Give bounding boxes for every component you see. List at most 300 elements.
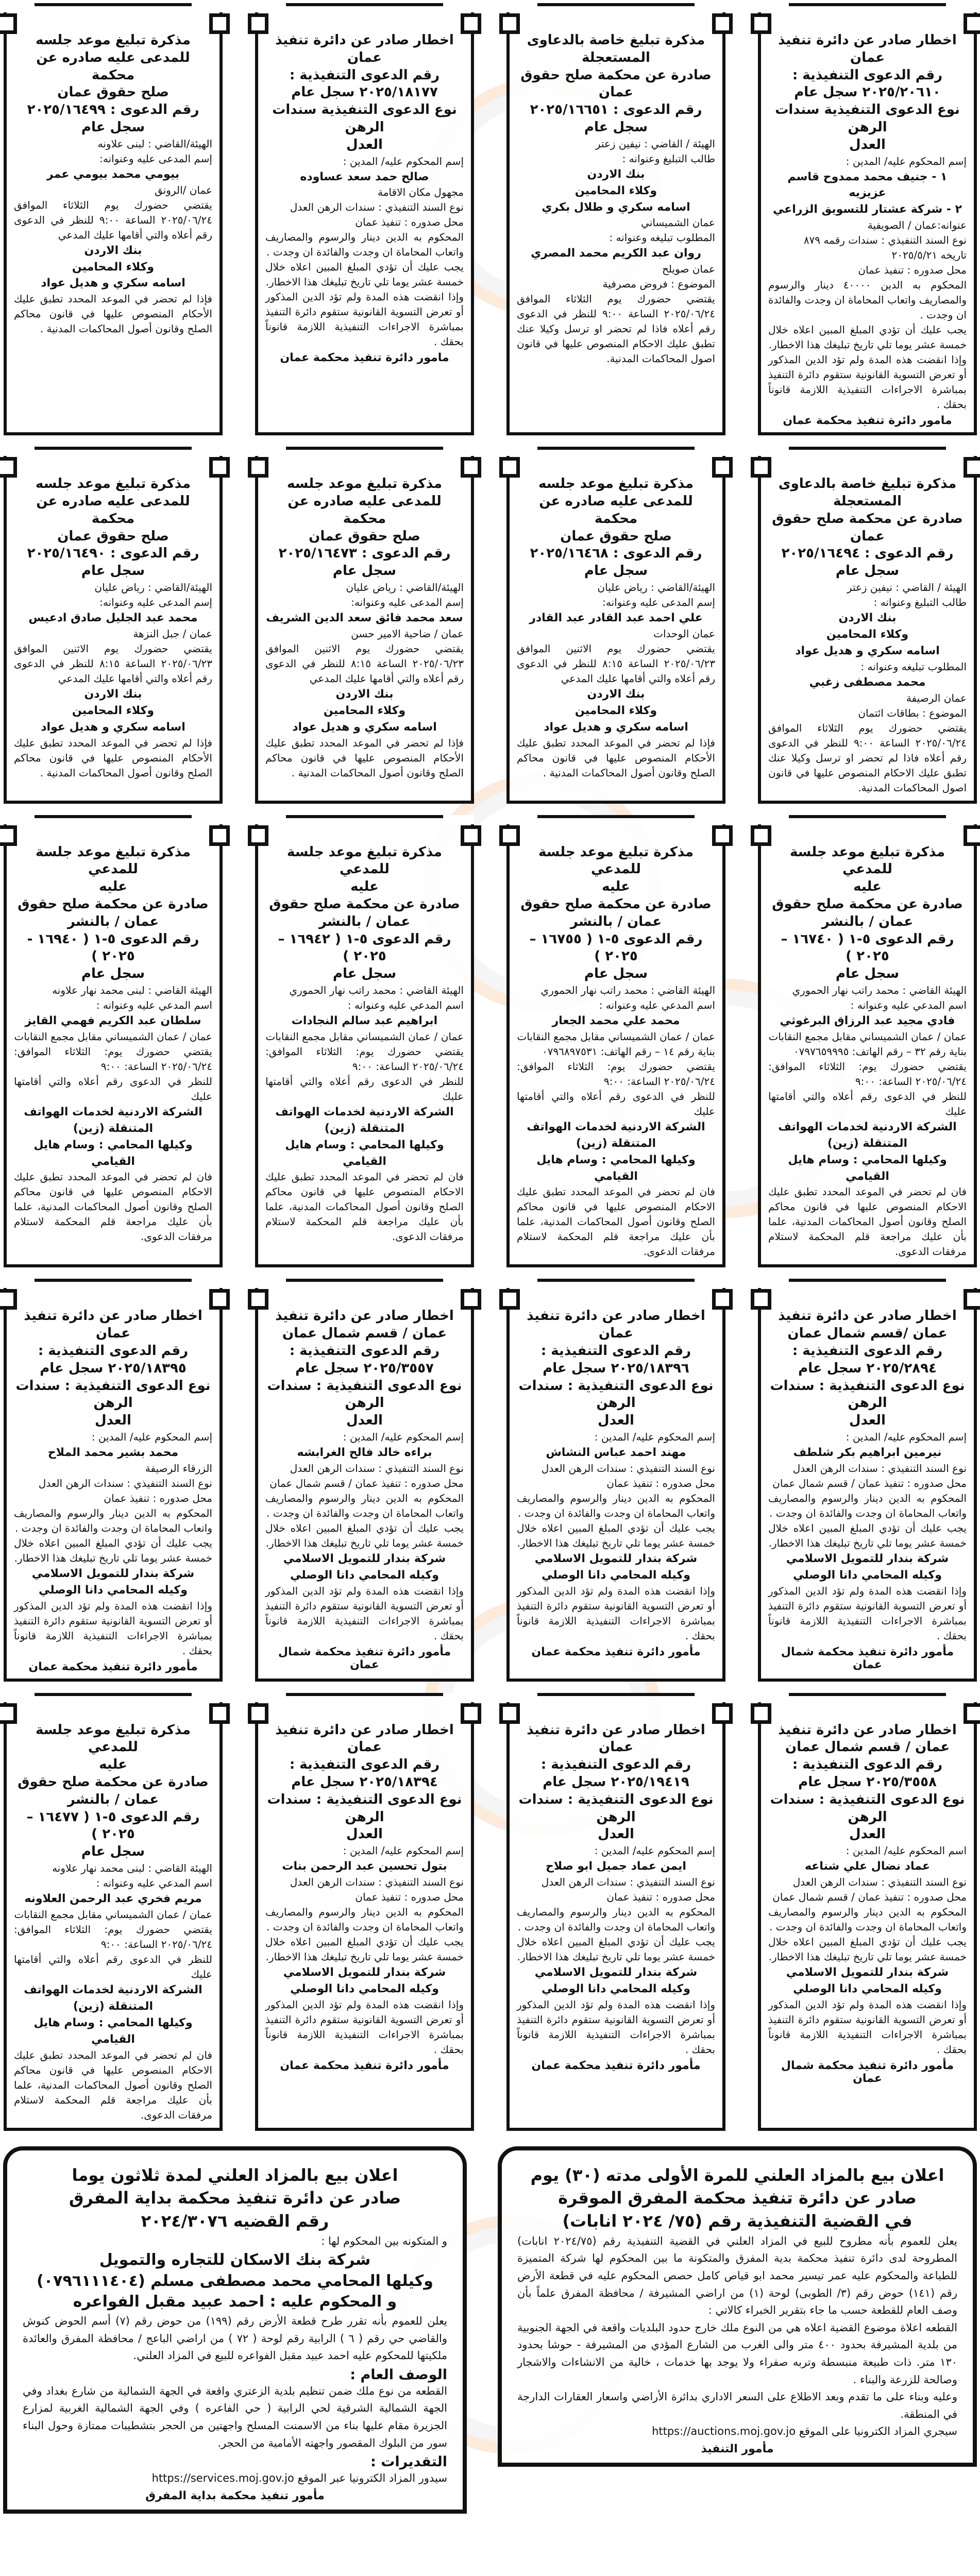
notice-line: للنظر في الدعوى رقم أعلاه والتي أقامتها عليك: [14, 1075, 212, 1103]
notice-title: مذكرة تبليغ موعد جلسه: [35, 32, 191, 48]
frame-ornament-icon: [248, 825, 268, 846]
notice-title: سجل عام: [81, 119, 145, 135]
notice-line: وكلاء المحامين: [575, 184, 657, 197]
notice-title: صلح حقوق عمان: [560, 528, 672, 544]
notice-title: سجل عام: [584, 119, 648, 135]
notice-line: اسامه سكري و طلال بكري: [542, 200, 690, 214]
ad-title: اعلان بيع بالمزاد العلني للمرة الأولى مدته (٣٠) يوم: [530, 2165, 944, 2185]
notice-title: صادرة عن محكمة صلح حقوق عمان / بالنشر: [18, 1774, 209, 1807]
notice-title: عمان / قسم شمال عمان: [785, 1739, 950, 1755]
notice-line: عمان / عمان الشميساني مقابل مجمع النقابات: [768, 1030, 967, 1043]
court-notice: [506, 1693, 725, 2131]
notice-title: سجل عام: [835, 966, 900, 982]
notice-line: روان عبد الكريم محمد المصري: [531, 247, 701, 260]
court-notice: [506, 1279, 725, 1681]
notice-title: ٢٠٢٥/٢٨٩٤ سجل عام: [798, 1360, 937, 1376]
frame-ornament-icon: [712, 825, 733, 846]
notice-line: مريم فخري عبد الرحمن العلاونه: [24, 1892, 202, 1906]
frame-ornament-icon: [461, 13, 481, 34]
notice-title: مذكرة تبليغ موعد جلسة للمدعي: [35, 1722, 191, 1755]
ad-paragraph: يعلن للعموم بأنه مطروح للبيع في المزاد العلني في القضية التنفيذية رقم (٢٠٢٤/٧٥ انابات) المطروحة لدى دائرة تنفيذ محكمة بدية المفرق والمتكونة ما بين المحكوم لها شركة المتميزة للطباعة والمحكوم عليه عمر تيسير محمد ابو قياص كامل حصص المحكوم عليه في قطعة الأرض رقم (١٤١) حوض رقم (٣/ الطوبى) لوحة (١) من اراضي المشيرفة / محافظة المفرق علماً بأن وصف العام للقطعة حسب ما جاء بتقرير الخبراء كالاتي :: [517, 2234, 957, 2317]
ad-paragraph: سيجري المزاد الكترونيا على الموقع https://auctions.moj.gov.jo: [652, 2425, 957, 2438]
notice-title: نوع الدعوى التنفيذية : سندات الرهن: [770, 1378, 965, 1411]
court-notice: [4, 1279, 223, 1681]
notice-line: وإذا انقضت هذه المدة ولم تؤد الدين المذكور أو تعرض التسوية القانونية ستقوم دائرة التنفيذ بمباشرة الاجراءات التنفيذية اللازمة قانوناً بحقك .: [768, 1584, 967, 1642]
notice-line: سلطان عبد الكريم فهمي القايز: [25, 1014, 201, 1027]
notice-line: اسامه سكري و هديل عواد: [41, 720, 185, 734]
notice-title: عمان: [598, 1326, 634, 1342]
notice-title: سجل عام: [81, 1844, 145, 1860]
notice-line: يقتضي حضورك يوم الاثنين الموافق ٢٠٢٥/٠٦/٢٣ الساعة ٨:١٥ للنظر في الدعوى رقم أعلاه والتي أقامها عليك المدعي: [517, 642, 715, 685]
frame-notch: [255, 1279, 286, 1288]
notice-signature: مأمور دائرة تنفيذ محكمة شمال عمان: [278, 1645, 451, 1671]
notice-line: يجب عليك أن تؤدي المبلغ المبين اعلاه خلال خمسة عشر يوما تلي تاريخ تبليغك هذا الاخطار.: [265, 1521, 464, 1549]
frame-notch: [192, 1693, 223, 1702]
frame-notch: [255, 1693, 286, 1702]
notice-line: محل صدوره : تنفيذ عمان: [355, 216, 464, 229]
notice-line: الهيئة / القاضي : نيفين زعتر: [847, 581, 967, 594]
notice-line: وكيلها المحامي : وسام هايل القيامي: [285, 1138, 444, 1168]
notice-signature: مأمور دائرة تنفيذ محكمة شمال عمان: [781, 1645, 954, 1671]
frame-notch: [695, 1279, 725, 1288]
frame-ornament-icon: [0, 13, 17, 34]
notice-line: عمان الوحدات: [653, 627, 715, 640]
court-notice: [506, 815, 725, 1268]
ad-creditor: شركة بنك الاسكان للتجاره والتمويل: [99, 2251, 371, 2269]
notice-line: وكيلها المحامي : وسام هايل القيامي: [33, 2016, 193, 2046]
notice-line: اسامه سكري و هديل عواد: [795, 644, 940, 657]
notice-line: وكيله المحامي دانا الوصلي: [793, 1568, 942, 1582]
notice-line: المحكوم به الدين دينار والرسوم والمصاريف واتعاب المحاماة ان وجدت والفائدة ان وجدت .: [265, 1492, 464, 1519]
notice-line: وكيله المحامي دانا الوصلي: [39, 1583, 188, 1597]
notice-signature: مأمور دائرة تنفيذ محكمة شمال عمان: [781, 2059, 954, 2085]
notice-title: رقم الدعوى ٥-١ ( ١٦٤٧٧ – ٢٠٢٥ ): [26, 1809, 200, 1842]
notice-title: رقم الدعوى : ٢٠٢٥/١٦٤٦٨: [530, 546, 702, 562]
court-notice: [4, 1693, 223, 2131]
notice-line: الشركة الاردنية لخدمات الهواتف المتنقلة (زين): [24, 1983, 202, 2013]
frame-notch: [443, 447, 474, 456]
frame-ornament-icon: [461, 1289, 481, 1310]
court-notice: [255, 1693, 474, 2131]
notice-line: بناية رقم ٣٢ – رقم الهاتف: ٠٧٩٧٦٥٩٩٩٥: [793, 1045, 967, 1058]
notice-line: عنوانه:عمان / الصويفية: [867, 219, 967, 232]
notice-title: للمدعى عليه صادره عن محكمة: [539, 494, 693, 527]
notice-line: عمان / عمان الشميساني مقابل مجمع النقابات: [517, 1030, 715, 1043]
notice-title: رقم الدعوى : ٢٠٢٥/١٦٤٩٤: [781, 546, 954, 562]
notice-line: المحكوم به الدين دينار والرسوم والمصاريف واتعاب المحاماة ان وجدت والفائدة ان وجدت .: [265, 1906, 464, 1934]
frame-ornament-icon: [461, 457, 481, 478]
notice-title: مذكرة تبليغ موعد جلسه: [286, 476, 443, 492]
frame-ornament-icon: [751, 1703, 771, 1724]
notice-title: ٢٠٢٥/٢٠٦١٠ سجل عام: [794, 84, 941, 100]
notice-title: عمان / قسم شمال عمان: [282, 1326, 447, 1342]
frame-ornament-icon: [964, 457, 980, 478]
ad-title: صادر عن دائرة تنفيذ محكمة المفرق الموقرة: [558, 2188, 917, 2208]
notice-line: الهيئة القاضي : محمد راتب نهار الحموري: [540, 984, 715, 996]
notice-signature: مأمور دائرة تنفيذ محكمة عمان: [531, 1645, 701, 1658]
notice-line: شركة بندار للتمويل الاسلامي: [786, 1966, 949, 1979]
frame-notch: [758, 3, 789, 12]
notice-line: المحكوم به الدين دينار والرسوم والمصاريف واتعاب المحاماة ان وجدت والفائدة ان وجدت .: [517, 1492, 715, 1519]
notice-title: ٢٠٢٥/٣٥٥٧ سجل عام: [295, 1360, 434, 1376]
frame-ornament-icon: [209, 1703, 230, 1724]
notice-title: صادرة عن محكمة صلح حقوق عمان / بالنشر: [269, 896, 460, 929]
notice-line: وإذا انقضت هذه المدة ولم تؤد الدين المذكور أو تعرض التسوية القانونية ستقوم دائرة التنفيذ بمباشرة الاجراءات التنفيذية اللازمة قانوناً بحقك .: [265, 291, 464, 348]
notice-title: رقم الدعوى التنفيذية :: [792, 1343, 943, 1359]
notice-line: وإذا انقضت هذه المدة ولم تؤد الدين المذكور أو تعرض التسوية القانونية ستقوم دائرة التنفيذ بمباشرة الاجراءات التنفيذية اللازمة قانوناً بحقك .: [517, 1998, 715, 2056]
frame-ornament-icon: [209, 457, 230, 478]
frame-ornament-icon: [461, 1703, 481, 1724]
notice-line: فادي مجيد عبد الرزاق البرغوثي: [780, 1014, 955, 1027]
notice-line: وكيله المحامي دانا الوصلي: [290, 1982, 439, 1996]
notice-title: سجل عام: [332, 563, 397, 579]
notice-line: وإذا انقضت هذه المدة ولم تؤد الدين المذكور أو تعرض التسوية القانونية ستقوم دائرة التنفيذ بمباشرة الاجراءات التنفيذية اللازمة قانوناً بحقك .: [768, 1998, 967, 2056]
notice-line: نوع السند التنفيذي : سندات الرهن العدل: [290, 1876, 464, 1889]
ad-paragraph: القطعه اعلاة موضوع القضية اعلاه هي من النوع ملك خارج حدود البلديات واقعة في الجهة الجنوبية من بلدية المشيرفة بحدود ٤٠٠ متر والى الغرب من الشارع المؤدي من المشيرفة - حوشا بحدود ١٣٠ متر. ذات طبيعة منبسطة وتربه صفراء ولا يوجد بها خدمات ، خالية من الانشاءات والاشجار وصالحة للزرعة والبناء .: [517, 2321, 957, 2386]
notice-line: للنظر في الدعوى رقم أعلاه والتي أقامتها عليك: [768, 1090, 967, 1117]
frame-ornament-icon: [964, 1703, 980, 1724]
notice-title: سجل عام: [584, 563, 648, 579]
notice-title: العدل: [346, 1826, 383, 1842]
notice-line: اسم المدعي عليه وعنوانه :: [96, 998, 212, 1011]
notice-line: إسم المحكوم عليه/ المدين :: [343, 1431, 464, 1443]
notice-title: نوع الدعوى التنفيذية : سندات الرهن: [267, 1791, 462, 1825]
notice-line: الموضوع : فروض مصرفية: [602, 278, 715, 291]
frame-ornament-icon: [751, 13, 771, 34]
notice-line: بناية رقم ١٤ – رقم الهاتف: ٠٧٩٦٨٩٧٥٣١: [542, 1045, 715, 1058]
notice-title: عليه: [602, 879, 630, 895]
notice-line: الهيئة القاضي : لبنى محمد نهار علاونه: [52, 1862, 212, 1875]
notice-title: مذكرة تبليغ موعد جلسة للمدعي: [789, 844, 945, 877]
notice-title: مذكرة تبليغ موعد جلسة للمدعي: [35, 844, 191, 877]
notice-title: رقم الدعوى التنفيذية :: [540, 1343, 691, 1359]
notice-line: نوع السند التنفيذي : سندات الرهن العدل: [792, 1462, 967, 1475]
notice-line: إسم المحكوم عليه/ المدين :: [846, 1431, 967, 1443]
notice-title: نوع الدعوى التنفيذية سندات الرهن: [272, 102, 457, 135]
frame-ornament-icon: [0, 1703, 17, 1724]
frame-ornament-icon: [712, 457, 733, 478]
notice-line: عمان / عمان الشميساني مقابل مجمع النقابات: [14, 1030, 212, 1043]
notice-line: وكيله المحامي دانا الوصلي: [290, 1568, 439, 1582]
notice-title: صادرة عن محكمة صلح حقوق عمان / بالنشر: [18, 896, 209, 929]
notice-line: إسم المحكوم عليه/ المدين :: [594, 1431, 715, 1443]
notice-line: الشركة الاردنية لخدمات الهواتف المتنقلة (زين): [778, 1120, 957, 1150]
notice-line: يقتضي حضورك يوم الثلاثاء الموافق ٢٠٢٥/٠٦/٢٤ الساعة ٩:٠٠ للنظر في الدعوى رقم أعلاه فاذا لم تحضر او ترسل وكيلا عنك تطبق عليك الاحكام المنصوص عليها في قانون اصول المحاكمات المدنية.: [517, 293, 715, 365]
notice-line: محل صدوره : تنفيذ عمان: [606, 1891, 715, 1904]
notice-line: يقتضي حضورك يوم: الثلاثاء الموافق: ٢٠٢٥/٠٦/٢٤ الساعة: ٩:٠٠: [265, 1045, 464, 1073]
notice-line: محمد عبد الجليل صادق ادعيس: [28, 612, 198, 625]
frame-notch: [443, 1693, 474, 1702]
frame-notch: [506, 447, 537, 456]
court-notice: [758, 3, 977, 435]
frame-ornament-icon: [0, 457, 17, 478]
frame-ornament-icon: [712, 13, 733, 34]
notice-line: محل صدوره : تنفيذ عمان: [104, 1492, 212, 1504]
notice-line: وكيله المحامي دانا الوصلي: [542, 1568, 690, 1582]
notice-line: المحكوم به الدين ٤٠٠٠٠ دينار والرسوم والمصاريف واتعاب المحاماة ان وجدت والفائدة ان وجدت .: [768, 279, 967, 321]
notice-line: يقتضي حضورك يوم: الثلاثاء الموافق: ٢٠٢٥/٠٦/٢٤ الساعة: ٩:٠٠: [768, 1060, 967, 1088]
notice-line: محل صدوره : تنفيذ عمان: [606, 1477, 715, 1489]
notice-line: اسم المدعي عليه وعنوانه :: [347, 998, 464, 1011]
notice-title: العدل: [598, 1413, 634, 1429]
notice-line: عمان / عمان الشميساني مقابل مجمع النقابات: [14, 1908, 212, 1921]
notice-title: رقم الدعوى ٥-١ ( ١٦٩٤٢ – ٢٠٢٥ ): [278, 931, 451, 964]
frame-notch: [695, 447, 725, 456]
frame-ornament-icon: [209, 1289, 230, 1310]
notice-line: بنك الاردن: [84, 244, 142, 257]
notice-line: الهيئة القاضي : محمد راتب نهار الحموري: [792, 984, 967, 996]
notice-line: شركة بندار للتمويل الاسلامي: [534, 1552, 698, 1565]
frame-notch: [506, 3, 537, 12]
notice-title: عمان /قسم شمال عمان: [787, 1326, 948, 1342]
frame-notch: [946, 815, 977, 824]
notice-signature: مأمور دائرة تنفيذ محكمة عمان: [28, 1660, 198, 1673]
notice-line: عمان الشميساني: [641, 216, 715, 229]
notice-line: اسم المحكوم عليه/ المدين :: [846, 1844, 967, 1857]
notice-line: اسامه سكري و هديل عواد: [544, 720, 688, 734]
notice-line: إسم المدعى عليه وعنوانه:: [351, 596, 464, 609]
notice-line: نوع السند التنفيذي : سندات رقمه ٨٧٩: [803, 234, 967, 247]
notice-line: عمان / ضاحية الامير حسن: [351, 627, 464, 640]
notice-title: اخطار صادر عن دائرة تنفيذ: [275, 1722, 454, 1738]
notice-line: يجب عليك أن تؤدي المبلغ المبين اعلاه خلال خمسة عشر يوما تلي تاريخ تبليغك هذا الاخطار.: [265, 261, 464, 289]
notice-line: وإذا انقضت هذه المدة ولم تؤد الدين المذكور أو تعرض التسوية القانونية ستقوم دائرة التنفيذ بمباشرة الاجراءات التنفيذية اللازمة قانوناً بحقك .: [265, 1998, 464, 2056]
notice-title: رقم الدعوى التنفيذية :: [289, 1343, 440, 1359]
frame-ornament-icon: [712, 1289, 733, 1310]
court-notice: [255, 1279, 474, 1681]
notice-line: الزرقاء الرصيفة: [145, 1462, 212, 1475]
notice-line: شركة بندار للتمويل الاسلامي: [283, 1552, 446, 1565]
court-notice: [506, 447, 725, 803]
notice-line: اسم المدعي عليه وعنوانه :: [850, 998, 967, 1011]
notice-line: إسم المحكوم عليه/ المدين :: [846, 155, 967, 167]
notice-line: محمد علي محمد الجعار: [552, 1014, 680, 1027]
notice-line: عمان الرصيفة: [906, 691, 967, 704]
notice-title: ٢٠٢٥/١٨١٧٧ سجل عام: [291, 84, 438, 100]
ad-title: في القضية التنفيذية رقم (٧٥/ ٢٠٢٤ انابات): [562, 2211, 913, 2231]
notice-line: فان لم تحضر في الموعد المحدد تطبق عليك الاحكام المنصوص عليها في قانون محاكم الصلح وقانون أصول المحاكمات المدنية، علما بأن عليك مراجعة قلم المحكمة لاستلام مرفقات الدعوى.: [14, 2048, 212, 2121]
notice-line: وكلاء المحامين: [826, 628, 909, 641]
notice-line: فان لم تحضر في الموعد المحدد تطبق عليك الاحكام المنصوص عليها في قانون محاكم الصلح وقانون أصول المحاكمات المدنية، علما بأن عليك مراجعة قلم المحكمة لاستلام مرفقات الدعوى.: [517, 1185, 715, 1258]
notice-signature: مأمور دائرة تنفيذ محكمة عمان: [280, 2059, 449, 2072]
notice-title: سجل عام: [584, 966, 648, 982]
notice-line: محل صدوره : تنفيذ عمان: [858, 264, 967, 277]
notice-title: سجل عام: [81, 966, 145, 982]
notice-line: طالب التبليغ وعنوانه :: [622, 152, 715, 165]
notice-line: شركة بندار للتمويل الاسلامي: [283, 1966, 446, 1979]
notice-line: بنك الاردن: [335, 687, 394, 701]
notice-title: اخطار صادر عن دائرة تنفيذ: [275, 32, 454, 48]
notice-line: وكيله المحامي دانا الوصلي: [542, 1982, 690, 1996]
notice-line: للنظر في الدعوى رقم أعلاه والتي أقامتها عليك: [265, 1075, 464, 1103]
auction-ad-mafraq-75-2024: [498, 2146, 977, 2467]
notice-title: اخطار صادر عن دائرة تنفيذ: [24, 1308, 202, 1324]
notice-title: رقم الدعوى التنفيذية :: [792, 67, 943, 83]
notice-title: صلح حقوق عمان: [57, 84, 169, 100]
notice-line: الهيئة/القاضي : رياض عليان: [346, 581, 464, 594]
notice-line: نوع السند التنفيذي : سندات الرهن العدل: [541, 1462, 715, 1475]
notice-title: ٢٠٢٥/١٩٤١٩ سجل عام: [543, 1774, 689, 1790]
ad-heading: الوصف العام :: [350, 2366, 447, 2383]
frame-ornament-icon: [964, 13, 980, 34]
notice-line: عمان / جبل النزهة: [133, 627, 212, 640]
notice-line: محل صدوره : تنفيذ عمان / قسم شمال عمان: [772, 1477, 967, 1489]
notice-line: الموضوع : بطاقات ائتمان: [858, 706, 967, 719]
notice-line: يجب عليك أن تؤدي المبلغ المبين اعلاه خلال خمسة عشر يوما تلي تاريخ تبليغك هذا الاخطار.: [768, 1936, 967, 1963]
notice-line: عمان /الرونق: [155, 183, 212, 196]
notice-line: إسم المدعى عليه وعنوانه:: [602, 596, 715, 609]
notice-line: للنظر في الدعوى رقم أعلاه والتي أقامتها عليك: [14, 1953, 212, 1980]
frame-notch: [946, 447, 977, 456]
notice-line: يجب عليك أن تؤدي المبلغ المبين اعلاه خلال خمسة عشر يوما تلي تاريخ تبليغك هذا الاخطار.: [517, 1521, 715, 1549]
notice-title: رقم الدعوى التنفيذية :: [289, 1757, 440, 1773]
frame-notch: [758, 1279, 789, 1288]
notice-line: براءه خالد فالح الغرابشه: [297, 1446, 432, 1459]
notice-title: اخطار صادر عن دائرة تنفيذ: [778, 32, 957, 48]
frame-notch: [255, 447, 286, 456]
frame-notch: [192, 447, 223, 456]
frame-notch: [946, 1279, 977, 1288]
frame-ornament-icon: [751, 457, 771, 478]
notice-line: اسامه سكري و هديل عواد: [41, 277, 185, 290]
court-notice: [255, 3, 474, 435]
notice-line: اسم المدعي عليه وعنوانه :: [96, 1877, 212, 1890]
notice-line: إسم المحكوم عليه/ المدين :: [343, 155, 464, 167]
court-notice: [758, 1279, 977, 1681]
frame-notch: [255, 3, 286, 12]
notice-line: محل صدوره : تنفيذ عمان: [355, 1891, 464, 1904]
court-notice: [758, 815, 977, 1268]
notice-line: شركة بندار للتمويل الاسلامي: [31, 1567, 195, 1580]
notice-line: بتول تحسين عبد الرحمن بنات: [282, 1860, 447, 1873]
court-notice: [758, 447, 977, 803]
frame-notch: [192, 1279, 223, 1288]
notice-title: ٢٠٢٥/٣٥٥٨ سجل عام: [798, 1774, 937, 1790]
notice-line: بنك الاردن: [587, 687, 645, 701]
court-notice: [255, 447, 474, 803]
notice-line: بنك الاردن: [84, 687, 142, 701]
frame-notch: [4, 1693, 35, 1702]
notice-line: فإذا لم تحضر في الموعد المحدد تطبق عليك الأحكام المنصوص عليها في قانون محاكم الصلح وقانون أصول المحاكمات المدنية .: [14, 736, 212, 779]
notice-title: صلح حقوق عمان: [57, 528, 169, 544]
frame-notch: [192, 815, 223, 824]
frame-ornament-icon: [499, 13, 520, 34]
notice-line: وكلاء المحامين: [72, 260, 155, 274]
notice-line: نوع السند التنفيذي : سندات الرهن العدل: [541, 1876, 715, 1889]
notice-line: المحكوم به الدين دينار والرسوم والمصاريف واتعاب المحاماة ان وجدت والفائدة ان وجدت .: [265, 231, 464, 259]
notice-line: عمان / عمان الشميساني مقابل مجمع النقابات: [265, 1030, 464, 1043]
frame-notch: [192, 3, 223, 12]
notice-line: مجهول مكان الاقامة: [377, 186, 464, 199]
notice-title: اخطار صادر عن دائرة تنفيذ: [778, 1308, 957, 1324]
notice-title: صادرة عن محكمة صلح حقوق عمان: [772, 511, 963, 544]
notice-line: الهيئة / القاضي : نيفين زعتر: [595, 137, 715, 150]
notice-line: اسم المدعي عليه وعنوانه :: [599, 998, 715, 1011]
notice-line: المطلوب تبليغه وعنوانه :: [860, 660, 967, 673]
notice-line: يقتضي حضورك يوم: الثلاثاء الموافق: ٢٠٢٥/٠٦/٢٤ الساعة: ٩:٠٠: [517, 1060, 715, 1088]
notice-line: إسم المدعى عليه وعنوانه:: [99, 596, 212, 609]
frame-ornament-icon: [964, 825, 980, 846]
notice-title: مذكرة تبليغ خاصة بالدعاوى: [527, 32, 705, 48]
frame-ornament-icon: [209, 825, 230, 846]
notice-title: عمان: [95, 1326, 131, 1342]
notice-line: إسم المحكوم عليه/ المدين :: [91, 1431, 212, 1443]
frame-ornament-icon: [0, 825, 17, 846]
frame-notch: [506, 1693, 537, 1702]
frame-ornament-icon: [248, 13, 268, 34]
notice-line: شركة بندار للتمويل الاسلامي: [534, 1966, 698, 1979]
notice-line: شركة بندار للتمويل الاسلامي: [786, 1552, 949, 1565]
notice-title: العدل: [346, 1413, 383, 1429]
notice-line: الشركة الاردنية لخدمات الهواتف المتنقلة (زين): [24, 1105, 202, 1135]
notice-line: نيرمين ابراهيم بكر شلطف: [793, 1446, 942, 1459]
notice-line: الهيئة القاضي : محمد راتب نهار الحموري: [289, 984, 464, 996]
notice-title: رقم الدعوى ٥-١ ( ١٦٧٤٠ – ٢٠٢٥ ): [781, 931, 954, 964]
notice-line: صالح حمد سعد عساوده: [300, 170, 429, 183]
notice-signature: مامور دائرة تنفيذ محكمة عمان: [280, 351, 449, 365]
notice-title: رقم الدعوى : ٢٠٢٥/١٦٤٩٠: [27, 546, 199, 562]
notice-line: مهند احمد عباس النشاش: [546, 1446, 686, 1459]
notice-line: بنك الاردن: [587, 167, 645, 181]
notice-line: يجب عليك أن تؤدي المبلغ المبين اعلاه خلال خمسة عشر يوما تلي تاريخ تبليغك هذا الاخطار.: [265, 1936, 464, 1963]
notice-line: عماد نضال علي شناعه: [804, 1860, 931, 1873]
notice-line: محمد بشير محمد الملاح: [47, 1446, 179, 1459]
frame-notch: [695, 815, 725, 824]
notice-line: وكلاء المحامين: [72, 704, 155, 717]
notice-title: رقم الدعوى التنفيذية :: [38, 1343, 189, 1359]
court-notice: [4, 447, 223, 803]
frame-notch: [4, 1279, 35, 1288]
notice-title: سجل عام: [81, 563, 145, 579]
notice-title: صادرة عن محكمة صلح حقوق عمان / بالنشر: [520, 896, 712, 929]
notice-title: نوع الدعوى التنفيذية : سندات الرهن: [770, 1791, 965, 1825]
frame-notch: [758, 815, 789, 824]
notice-line: نوع السند التنفيذي : سندات الرهن العدل: [290, 201, 464, 214]
notice-signature: مامور دائرة تنفيذ محكمة عمان: [783, 414, 952, 428]
notice-line: وكيلها المحامي : وسام هايل القيامي: [788, 1153, 947, 1183]
notice-title: عمان: [347, 49, 382, 65]
notice-line: الهيئة/القاضي : لبنى علاونه: [97, 137, 212, 150]
notice-line: طالب التبليغ وعنوانه :: [873, 596, 967, 609]
frame-notch: [506, 815, 537, 824]
notice-line: وكلاء المحامين: [575, 704, 657, 717]
notice-title: رقم الدعوى ٥-١ ( ١٦٧٥٥ – ٢٠٢٥ ): [529, 931, 703, 964]
auction-ad-mafraq-3076-2024: [3, 2146, 467, 2514]
ad-paragraph: القطعه من نوع ملك ضمن تنظيم بلدية الزعتري واقعة في الجهة الشمالية من شارع بغداد وفي الجهة الشمالية الشرقية لحي الرابية ( حي الفاعره ) وفي الجهة الشمالية الغربية لمزارع الجزيرة مقام عليها بناء من الاسمنت المسلح واجهتين من الحجر بتشطيبات ممتازة وحول البناء سور من البلوك المقصور واجهته الأمامية من الحجر.: [23, 2384, 447, 2449]
notice-line: فإذا لم تحضر في الموعد المحدد تطبق عليك الأحكام المنصوص عليها في قانون محاكم الصلح وقانون أصول المحاكمات المدنية .: [517, 736, 715, 779]
notice-line: وكيله المحامي دانا الوصلي: [793, 1982, 942, 1996]
notice-line: يجب عليك أن تؤدي المبلغ المبين اعلاه خلال خمسة عشر يوما تلي تاريخ تبليغك هذا الاخطار.: [14, 1536, 212, 1564]
notice-title: صلح حقوق عمان: [309, 528, 420, 544]
frame-ornament-icon: [248, 457, 268, 478]
notice-line: يجب عليك أن تؤدي المبلغ المبين اعلاه خلال خمسة عشر يوما تلي تاريخ تبليغك هذا الاخطار.: [517, 1936, 715, 1963]
notice-title: نوع الدعوى التنفيذية : سندات الرهن: [15, 1378, 211, 1411]
ad-title: رقم القضيه ٢٠٢٤/٣٠٧٦: [141, 2211, 329, 2231]
frame-ornament-icon: [248, 1703, 268, 1724]
notice-title: مذكرة تبليغ خاصة بالدعاوى: [778, 476, 957, 492]
notice-title: للمدعى عليه صادره عن محكمة: [36, 49, 190, 83]
court-notice: [506, 3, 725, 435]
ad-debtor: و المحكوم عليه : احمد عبيد مقبل الفواعره: [73, 2293, 397, 2311]
frame-notch: [946, 3, 977, 12]
notice-line: ايمن عماد جميل ابو صلاح: [546, 1860, 686, 1873]
notice-title: العدل: [849, 1826, 886, 1842]
notice-line: فان لم تحضر في الموعد المحدد تطبق عليك الاحكام المنصوص عليها في قانون محاكم الصلح وقانون أصول المحاكمات المدنية، علما بأن عليك مراجعة قلم المحكمة لاستلام مرفقات الدعوى.: [768, 1185, 967, 1258]
notice-title: العدل: [346, 137, 383, 152]
notice-line: تاريخه ٢٠٢٥/٥/٢١: [891, 249, 967, 262]
notice-line: إسم المحكوم عليه/ المدين :: [594, 1844, 715, 1857]
notice-line: الشركة الاردنية لخدمات الهواتف المتنقلة (زين): [527, 1120, 705, 1150]
